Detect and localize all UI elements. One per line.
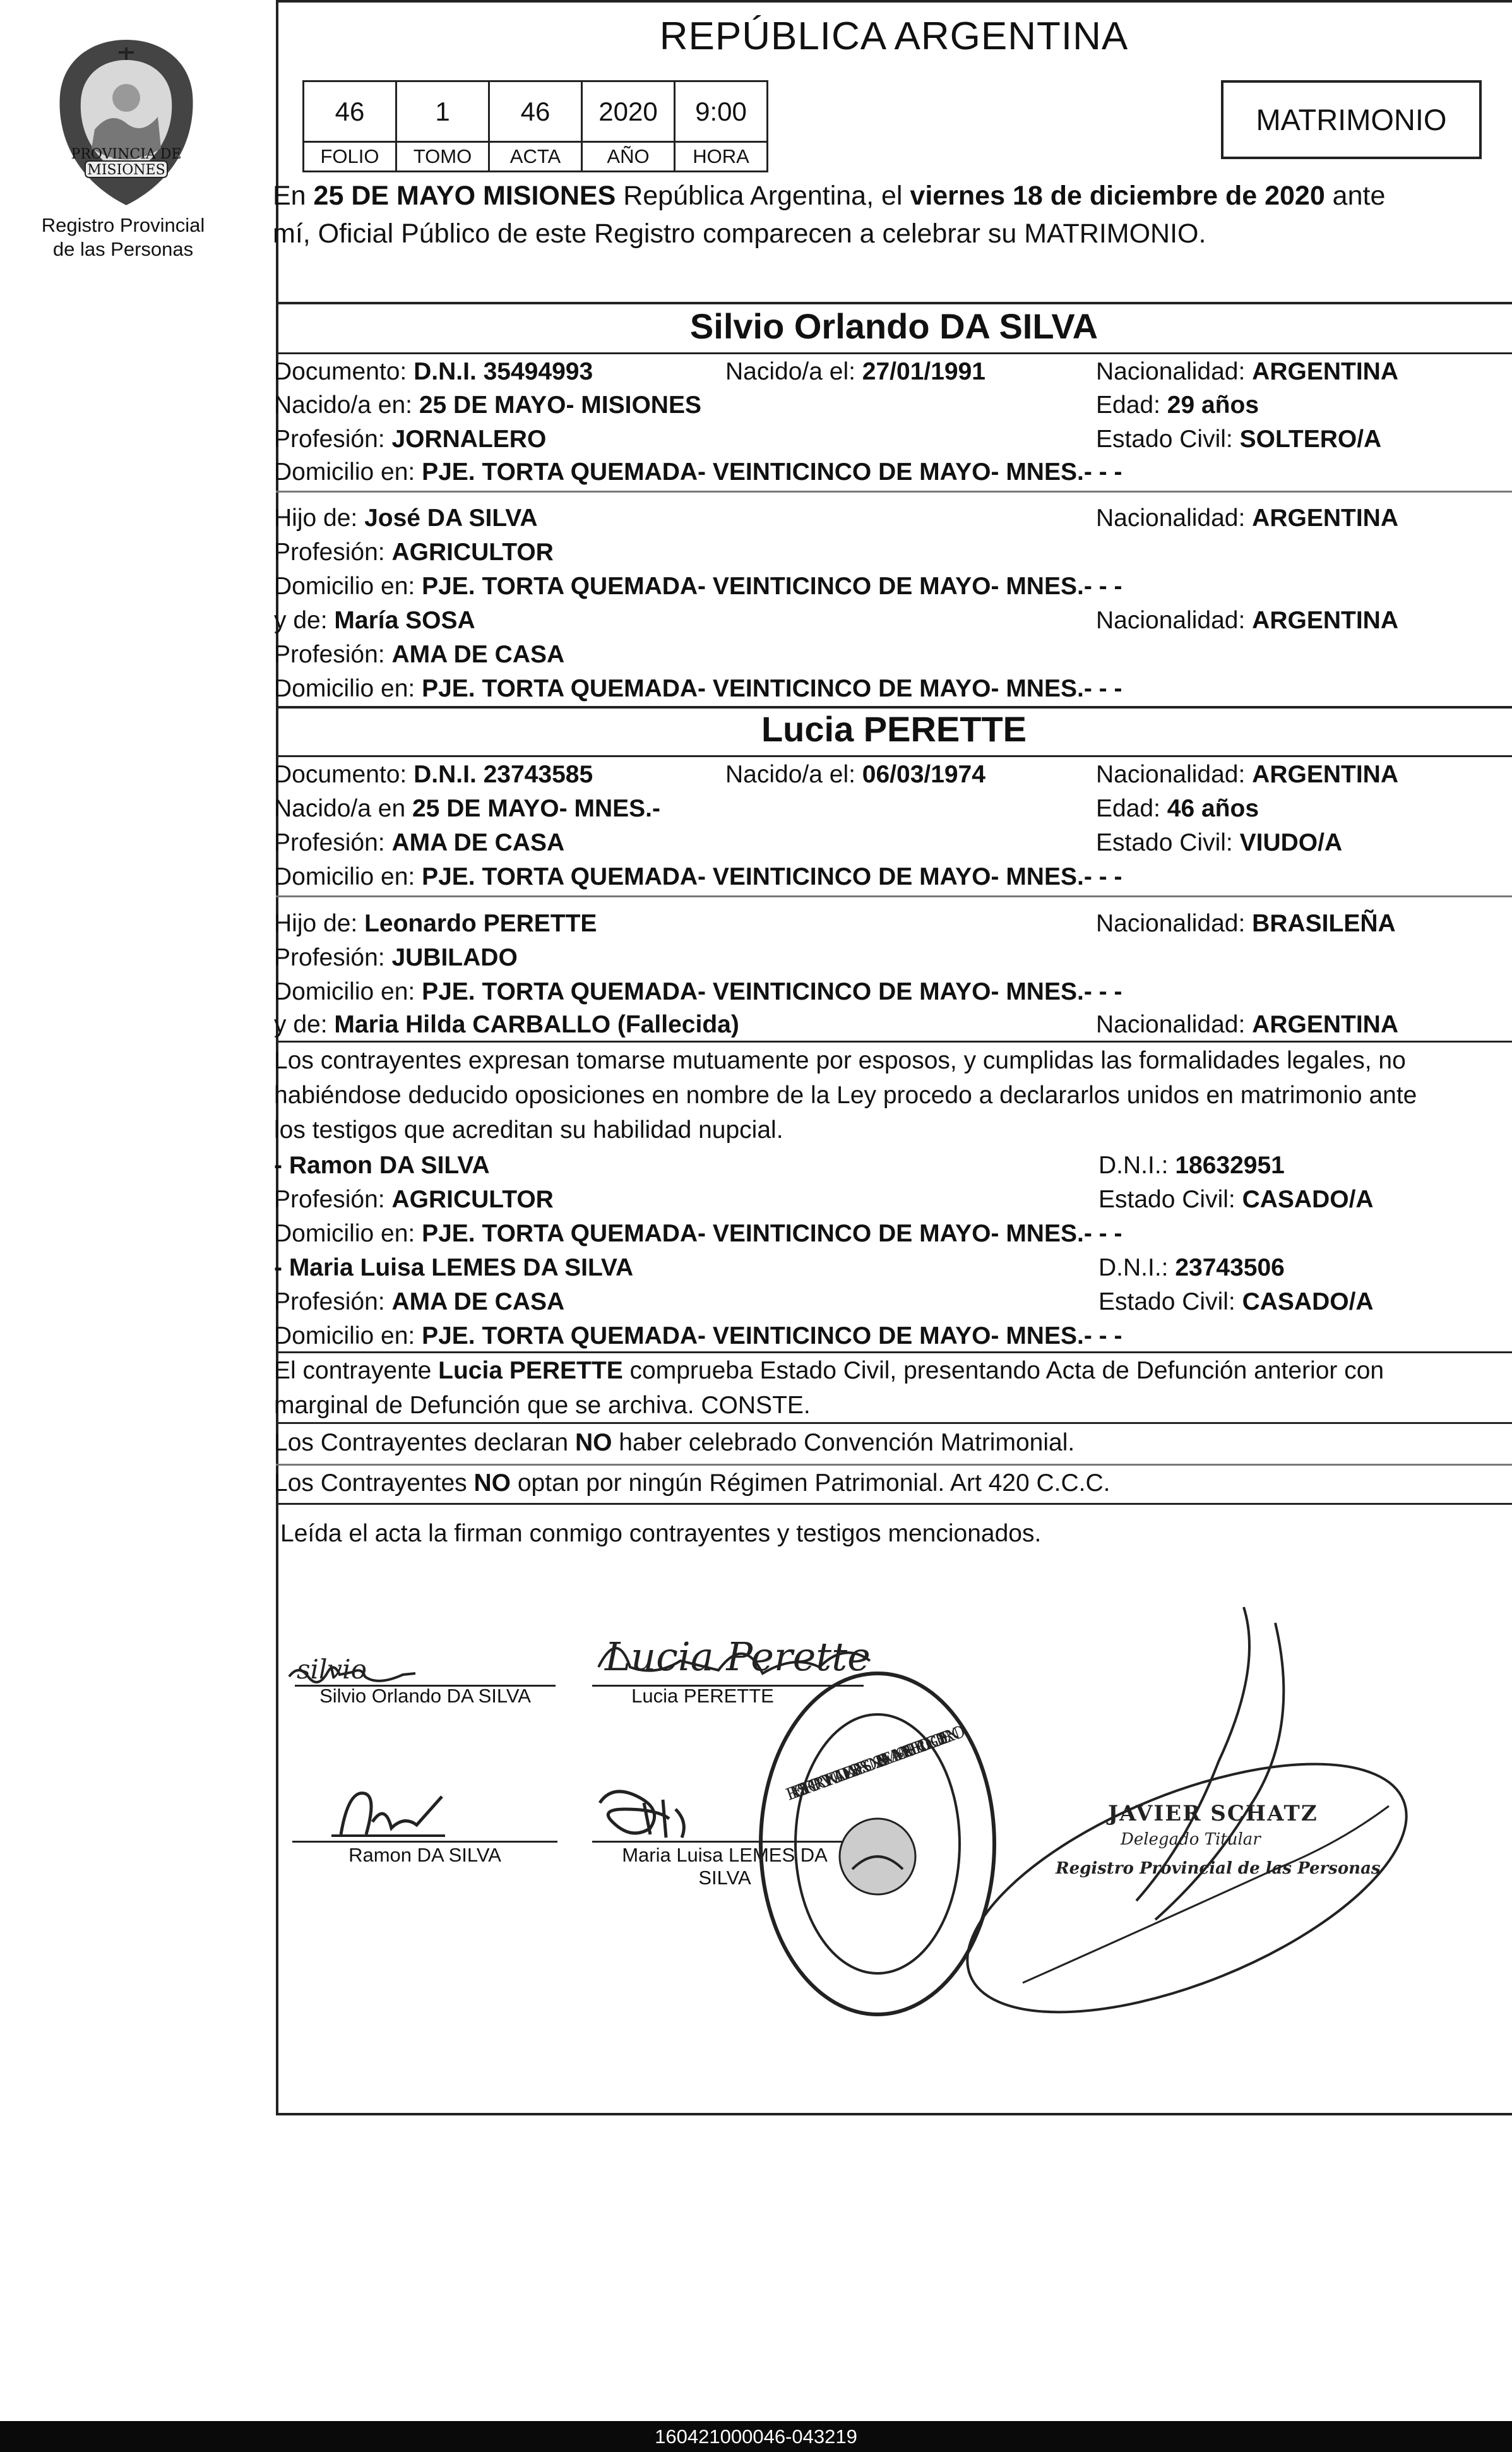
spouse1-address: PJE. TORTA QUEMADA- VEINTICINCO DE MAYO- MNES.- - - <box>422 458 1122 486</box>
label: Nacido/a el: <box>725 761 862 788</box>
regime-no: NO <box>574 1429 612 1456</box>
document-type-box: MATRIMONIO <box>1221 80 1482 159</box>
witness2-signature <box>587 1784 707 1847</box>
logo-caption-line2: de las Personas <box>52 238 194 260</box>
label: Domicilio en: <box>274 1322 422 1349</box>
spouse2-row-address <box>274 859 1512 895</box>
regime-text: Los Contrayentes declaran <box>274 1429 575 1456</box>
spouse2-name: Lucia PERETTE <box>761 709 1027 749</box>
witness1-civil-status: CASADO/A <box>1242 1186 1374 1213</box>
witness1-row-name <box>274 1148 1512 1183</box>
seal-ring-text: REGISTRO PROVINCIAL DE LAS PERSONAS · 25 DE MAYO · MINISTERIO DE GOBIERNO <box>783 1722 968 1805</box>
spouse2-row-mother <box>274 1007 1512 1043</box>
witness2-dni: 23743506 <box>1175 1254 1285 1281</box>
label: Domicilio en: <box>274 863 422 890</box>
closing-row <box>280 1516 1512 1552</box>
label: Estado Civil: <box>1096 829 1240 856</box>
spouse1-profession: JORNALERO <box>391 426 547 453</box>
label: Profesión: <box>274 1186 392 1213</box>
tomo-value: 1 <box>396 81 489 142</box>
acta-value: 46 <box>489 81 582 142</box>
intro-paragraph <box>273 177 1512 253</box>
label: Edad: <box>1096 795 1167 822</box>
logo-caption <box>25 213 221 261</box>
divider <box>276 491 1512 493</box>
witness1-address: PJE. TORTA QUEMADA- VEINTICINCO DE MAYO- MNES.- - - <box>422 1220 1122 1247</box>
spouse1-civil-status: SOLTERO/A <box>1239 426 1382 453</box>
witness2-row-name <box>274 1250 1512 1286</box>
divider <box>276 302 1512 304</box>
delegate-name: JAVIER SCHATZ <box>1108 1801 1318 1826</box>
witness1-name: - Ramon DA SILVA <box>274 1152 490 1179</box>
spouse1-row-father-prof <box>274 535 1512 570</box>
spouse2-father-nationality: BRASILEÑA <box>1252 910 1396 937</box>
spouse1-row-father <box>274 501 1512 536</box>
label: Nacionalidad: <box>1096 607 1253 634</box>
declaration-line: habiéndose deducido oposiciones en nombre de la Ley procedo a declararlos unidos en matrimonio ante <box>274 1082 1417 1109</box>
spouse2-profession: AMA DE CASA <box>391 829 565 856</box>
spouse1-row-mother <box>274 603 1512 638</box>
spouse1-handwriting: silvio <box>297 1654 367 1685</box>
civil-note-line2: marginal de Defunción que se archiva. CONSTE. <box>274 1392 811 1419</box>
spouse1-name: Silvio Orlando DA SILVA <box>689 306 1098 346</box>
label: Hijo de: <box>274 910 365 937</box>
witness2-row-prof <box>274 1284 1512 1320</box>
label: Profesión: <box>274 539 392 566</box>
intro-text: En <box>273 181 314 211</box>
declaration-line: los testigos que acreditan su habilidad nupcial. <box>274 1116 783 1144</box>
divider <box>276 895 1512 897</box>
label: Profesión: <box>274 944 392 971</box>
spouse1-row-mother-prof <box>274 637 1512 673</box>
spouse2-age: 46 años <box>1167 795 1259 822</box>
label: D.N.I.: <box>1098 1152 1176 1179</box>
spouse2-row-birthplace <box>274 791 1512 827</box>
witness2-label-line1: Maria Luisa LEMES DA <box>622 1844 828 1866</box>
civil-note-text: El contrayente <box>274 1357 439 1384</box>
label: Domicilio en: <box>274 458 422 486</box>
spouse2-address: PJE. TORTA QUEMADA- VEINTICINCO DE MAYO- MNES.- - - <box>422 863 1122 890</box>
regime-text: optan por ningún Régimen Patrimonial. Art 420 C.C.C. <box>511 1469 1110 1497</box>
divider <box>276 1041 1512 1043</box>
spouse1-father-nationality: ARGENTINA <box>1252 505 1399 532</box>
regime-text: Los Contrayentes <box>274 1469 474 1497</box>
spouse1-age: 29 años <box>1167 392 1259 419</box>
signature-line <box>292 1841 557 1843</box>
label: Estado Civil: <box>1098 1288 1242 1315</box>
hora-value: 9:00 <box>675 81 768 142</box>
logo-ring-text: PROVINCIA DE MISIONES <box>71 147 182 178</box>
spouse2-birthdate: 06/03/1974 <box>862 761 985 788</box>
witness1-signature <box>328 1778 448 1847</box>
provincia-misiones-logo <box>51 35 202 212</box>
intro-text: República Argentina, el <box>616 181 910 211</box>
spouse1-row-birthplace <box>274 388 1512 423</box>
label: Domicilio en: <box>274 675 422 702</box>
label: Nacionalidad: <box>1096 910 1253 937</box>
spouse1-father-address: PJE. TORTA QUEMADA- VEINTICINCO DE MAYO- MNES.- - - <box>422 573 1122 600</box>
intro-date: viernes 18 de diciembre de 2020 <box>910 181 1325 211</box>
witness1-profession: AGRICULTOR <box>391 1186 554 1213</box>
witness2-label-line2: SILVA <box>698 1867 751 1889</box>
spouse1-row-mother-addr <box>274 671 1512 707</box>
label: Nacionalidad: <box>1096 358 1253 385</box>
spouse2-row-doc <box>274 757 1512 792</box>
label: y de: <box>274 1011 335 1038</box>
witness2-civil-status: CASADO/A <box>1242 1288 1374 1315</box>
label: y de: <box>274 607 335 634</box>
regime-no: NO <box>473 1469 511 1497</box>
label: Profesión: <box>274 426 392 453</box>
spouse2-nationality: ARGENTINA <box>1252 761 1399 788</box>
intro-text: ante <box>1324 181 1386 211</box>
label: Estado Civil: <box>1098 1186 1242 1213</box>
patrimonial-row <box>274 1466 1512 1501</box>
label: Nacido/a en <box>274 795 412 822</box>
spouse2-row-father-prof <box>274 940 1512 976</box>
anio-value: 2020 <box>582 81 675 142</box>
label: Nacionalidad: <box>1096 505 1253 532</box>
label: D.N.I.: <box>1098 1254 1176 1281</box>
spouse1-mother-address: PJE. TORTA QUEMADA- VEINTICINCO DE MAYO- MNES.- - - <box>422 675 1122 702</box>
witness1-dni: 18632951 <box>1175 1152 1285 1179</box>
civil-note-name: Lucia PERETTE <box>438 1357 623 1384</box>
label: Estado Civil: <box>1096 426 1240 453</box>
hora-label: HORA <box>675 142 768 172</box>
spouse1-mother-profession: AMA DE CASA <box>391 641 565 668</box>
label: Edad: <box>1096 392 1167 419</box>
declaration-line: Los contrayentes expresan tomarse mutuamente por esposos, y cumplidas las formalidades legales, no <box>274 1047 1406 1074</box>
civil-note-text: comprueba Estado Civil, presentando Acta de Defunción anterior con <box>622 1357 1384 1384</box>
witness1-signature-label: Ramon DA SILVA <box>348 1844 501 1866</box>
intro-place: 25 DE MAYO MISIONES <box>313 181 616 211</box>
label: Hijo de: <box>274 505 365 532</box>
delegate-role: Delegado Titular <box>1121 1830 1261 1849</box>
intro-line2: mí, Oficial Público de este Registro comparecen a celebrar su MATRIMONIO. <box>273 218 1206 249</box>
spouse2-mother: Maria Hilda CARBALLO (Fallecida) <box>334 1011 739 1038</box>
tomo-label: TOMO <box>396 142 489 172</box>
convention-row <box>274 1425 1512 1461</box>
label: Profesión: <box>274 641 392 668</box>
witness1-row-prof <box>274 1182 1512 1217</box>
spouse1-father-profession: AGRICULTOR <box>391 539 554 566</box>
label: Documento: <box>274 358 414 385</box>
document-code: 160421000046-043219 <box>655 2425 857 2448</box>
divider <box>276 1422 1512 1424</box>
spouse2-father-address: PJE. TORTA QUEMADA- VEINTICINCO DE MAYO- MNES.- - - <box>422 978 1122 1005</box>
label: Nacionalidad: <box>1096 761 1253 788</box>
spouse1-row-address <box>274 455 1512 490</box>
label: Nacido/a el: <box>725 358 862 385</box>
spouse1-signature-label: Silvio Orlando DA SILVA <box>319 1685 531 1707</box>
folio-value: 46 <box>304 81 396 142</box>
spouse2-row-father <box>274 906 1512 942</box>
spouse1-father: José DA SILVA <box>364 505 538 532</box>
label: Profesión: <box>274 1288 392 1315</box>
witness1-row-addr <box>274 1216 1512 1252</box>
frame-top-border <box>276 0 1512 3</box>
spouse1-birthplace: 25 DE MAYO- MISIONES <box>419 392 701 419</box>
spouse1-nationality: ARGENTINA <box>1252 358 1399 385</box>
label: Nacionalidad: <box>1096 1011 1253 1038</box>
spouse2-father: Leonardo PERETTE <box>364 910 597 937</box>
spouse1-dni: D.N.I. 35494993 <box>414 358 593 385</box>
witness2-name: - Maria Luisa LEMES DA SILVA <box>274 1254 634 1281</box>
witness2-address: PJE. TORTA QUEMADA- VEINTICINCO DE MAYO- MNES.- - - <box>422 1322 1122 1349</box>
delegate-office: Registro Provincial de las Personas <box>1056 1859 1381 1878</box>
spouse2-birthplace: 25 DE MAYO- MNES.- <box>412 795 660 822</box>
spouse1-mother-nationality: ARGENTINA <box>1252 607 1399 634</box>
civil-note-paragraph <box>274 1353 1512 1423</box>
witness2-row-addr <box>274 1319 1512 1354</box>
closing-text: Leída el acta la firman conmigo contrayentes y testigos mencionados. <box>280 1520 1042 1547</box>
spouse2-mother-nationality: ARGENTINA <box>1252 1011 1399 1038</box>
spouse2-row-father-addr <box>274 974 1512 1010</box>
spouse2-handwriting: Lucia Perette <box>605 1634 871 1680</box>
divider <box>276 1503 1512 1505</box>
label: Nacido/a en: <box>274 392 419 419</box>
spouse2-father-profession: JUBILADO <box>391 944 518 971</box>
spouse1-mother: María SOSA <box>334 607 475 634</box>
register-table <box>302 80 768 172</box>
spouse2-row-profession <box>274 825 1512 861</box>
anio-label: AÑO <box>582 142 675 172</box>
regime-text: haber celebrado Convención Matrimonial. <box>612 1429 1075 1456</box>
label: Profesión: <box>274 829 392 856</box>
spouse1-row-profession <box>274 422 1512 457</box>
spouse1-birthdate: 27/01/1991 <box>862 358 985 385</box>
declaration-paragraph <box>274 1043 1512 1147</box>
witness2-profession: AMA DE CASA <box>391 1288 565 1315</box>
label: Domicilio en: <box>274 1220 422 1247</box>
spouse1-row-doc <box>274 354 1512 390</box>
spouse2-dni: D.N.I. 23743585 <box>414 761 593 788</box>
republic-title: REPÚBLICA ARGENTINA <box>659 15 1129 58</box>
label: Domicilio en: <box>274 978 422 1005</box>
spouse2-civil-status: VIUDO/A <box>1239 829 1343 856</box>
label: Domicilio en: <box>274 573 422 600</box>
spouse2-signature-label: Lucia PERETTE <box>631 1685 774 1707</box>
label: Documento: <box>274 761 414 788</box>
acta-label: ACTA <box>489 142 582 172</box>
logo-caption-line1: Registro Provincial <box>41 214 205 236</box>
folio-label: FOLIO <box>304 142 396 172</box>
spouse1-row-father-addr <box>274 569 1512 604</box>
